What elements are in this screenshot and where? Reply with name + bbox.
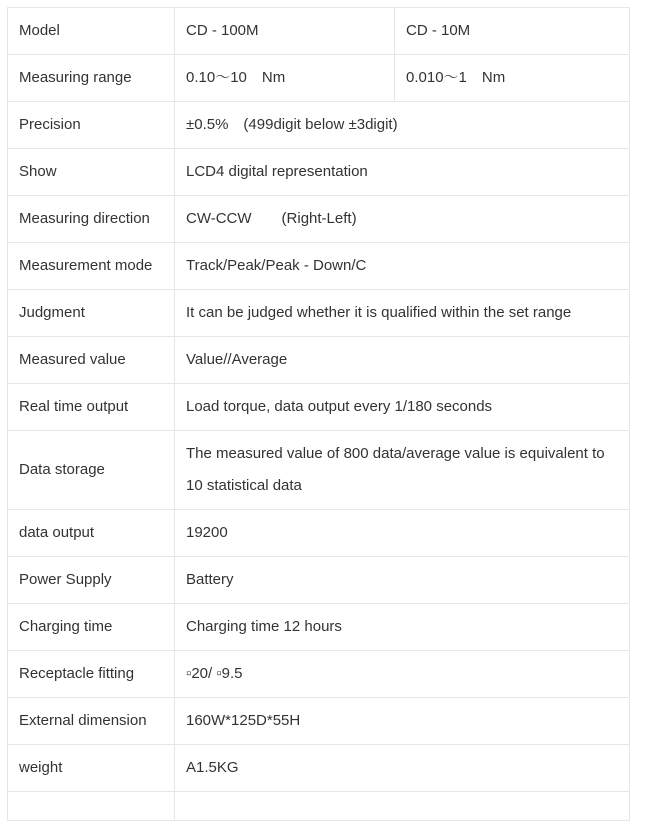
model-a-range: 0.10～10 Nm (175, 55, 395, 102)
row-label-receptacle-fitting: Receptacle fitting (8, 651, 175, 698)
table-row-measuring-range (8, 55, 630, 102)
row-value-measuring-direction: CW-CCW (Right-Left) (175, 196, 630, 243)
table-row-measurement-mode (8, 243, 630, 290)
row-label-measuring-range: Measuring range (8, 55, 175, 102)
row-label-model: Model (8, 8, 175, 55)
spec-table (7, 7, 630, 821)
row-label-judgment: Judgment (8, 290, 175, 337)
table-row-weight (8, 745, 630, 792)
table-row-data-output (8, 510, 630, 557)
row-value-show: LCD4 digital representation (175, 149, 630, 196)
row-value-data-storage: The measured value of 800 data/average value is equivalent to 10 statistical data (175, 431, 630, 510)
row-value-real-time-output: Load torque, data output every 1/180 seconds (175, 384, 630, 431)
table-row-precision (8, 102, 630, 149)
row-label-real-time-output: Real time output (8, 384, 175, 431)
row-label-data-storage: Data storage (8, 431, 175, 510)
row-value-precision: ±0.5% (499digit below ±3digit) (175, 102, 630, 149)
table-row-show (8, 149, 630, 196)
row-label-power-supply: Power Supply (8, 557, 175, 604)
empty-cell (175, 792, 630, 821)
row-label-data-output: data output (8, 510, 175, 557)
model-b-range: 0.010～1 Nm (395, 55, 630, 102)
table-row-external-dimension (8, 698, 630, 745)
row-label-measuring-direction: Measuring direction (8, 196, 175, 243)
row-value-charging-time: Charging time 12 hours (175, 604, 630, 651)
row-label-measured-value: Measured value (8, 337, 175, 384)
empty-cell (8, 792, 175, 821)
table-row-empty (8, 792, 630, 821)
row-value-receptacle-fitting: ▫20/ ▫9.5 (175, 651, 630, 698)
row-value-weight: A1.5KG (175, 745, 630, 792)
row-label-measurement-mode: Measurement mode (8, 243, 175, 290)
row-value-judgment: It can be judged whether it is qualified within the set range (175, 290, 630, 337)
table-row-charging-time (8, 604, 630, 651)
model-a-name: CD - 100M (175, 8, 395, 55)
table-row-real-time-output (8, 384, 630, 431)
table-row-model (8, 8, 630, 55)
row-value-measured-value: Value//Average (175, 337, 630, 384)
row-label-charging-time: Charging time (8, 604, 175, 651)
table-row-judgment (8, 290, 630, 337)
row-value-measurement-mode: Track/Peak/Peak - Down/C (175, 243, 630, 290)
table-row-receptacle-fitting (8, 651, 630, 698)
table-row-measured-value (8, 337, 630, 384)
row-value-data-output: 19200 (175, 510, 630, 557)
row-label-precision: Precision (8, 102, 175, 149)
table-row-data-storage (8, 431, 630, 510)
table-row-power-supply (8, 557, 630, 604)
row-value-external-dimension: 160W*125D*55H (175, 698, 630, 745)
row-label-weight: weight (8, 745, 175, 792)
row-value-power-supply: Battery (175, 557, 630, 604)
row-label-external-dimension: External dimension (8, 698, 175, 745)
table-row-measuring-direction (8, 196, 630, 243)
model-b-name: CD - 10M (395, 8, 630, 55)
row-label-show: Show (8, 149, 175, 196)
